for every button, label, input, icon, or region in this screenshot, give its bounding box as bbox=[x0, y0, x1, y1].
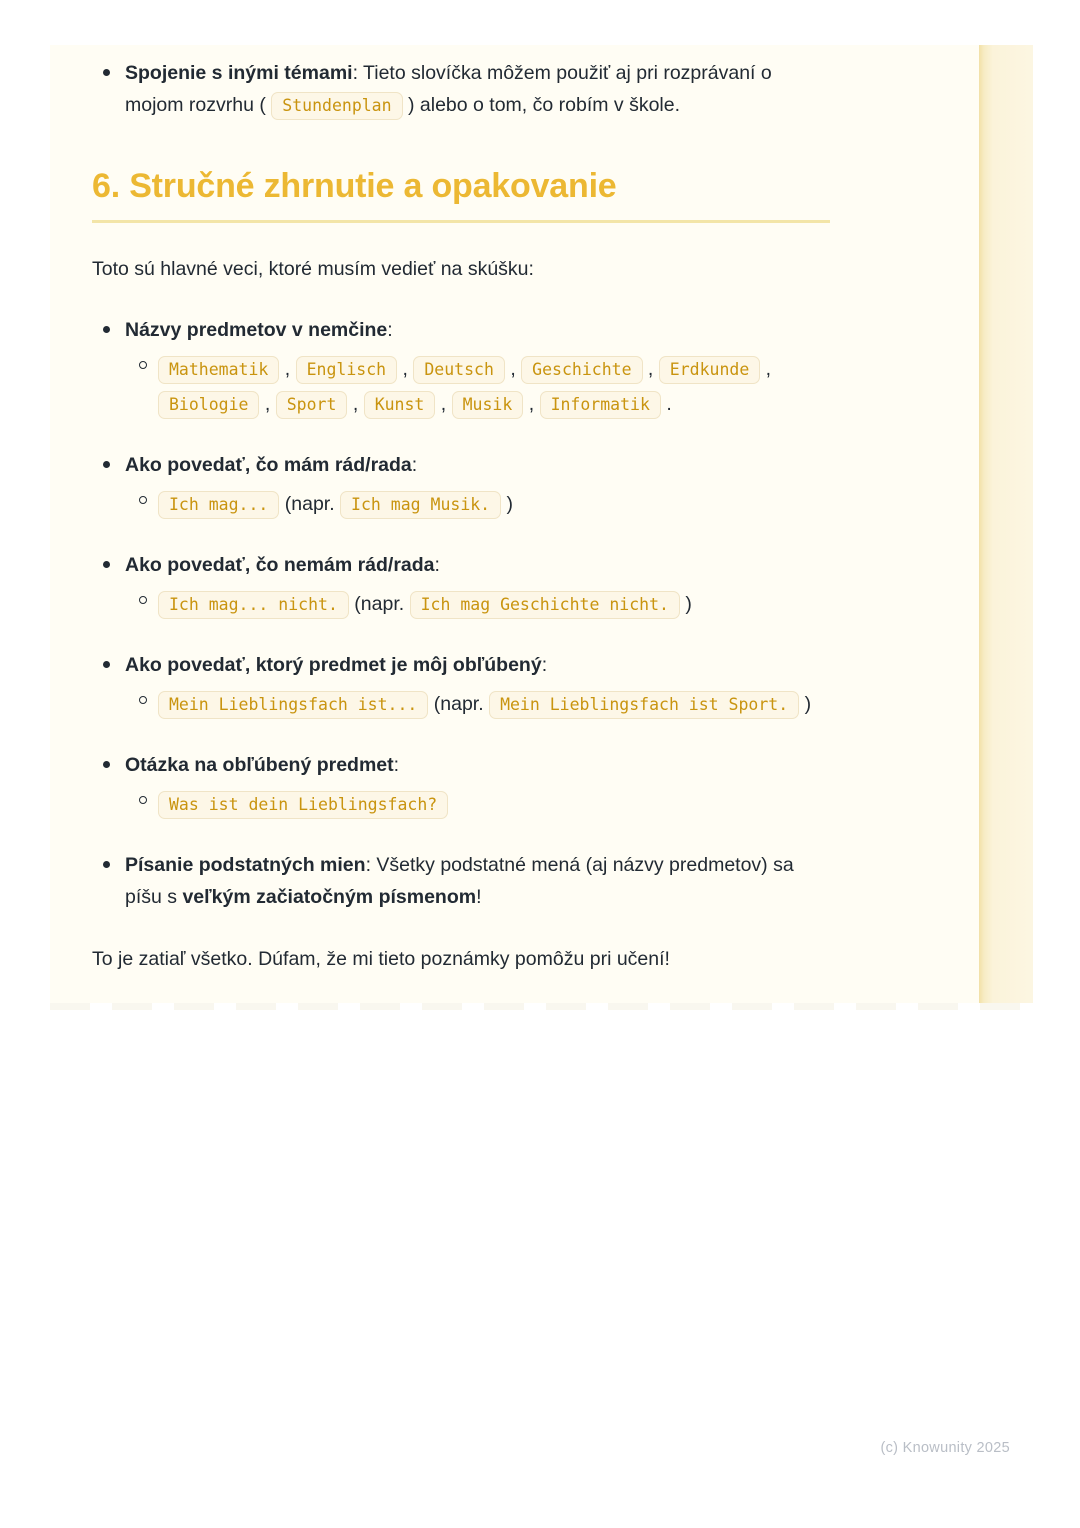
inline-code: Ich mag Musik. bbox=[340, 491, 501, 519]
bullet-marker-icon bbox=[103, 326, 110, 333]
inline-code: Deutsch bbox=[413, 356, 505, 384]
bold-text: Spojenie s inými témami bbox=[125, 62, 353, 84]
bold-text: Názvy predmetov v nemčine bbox=[125, 319, 388, 341]
bullet-text: Písanie podstatných mien: Všetky podstatné mená (aj názvy predmetov) sa píšu s veľkým začiatočným písmenom! bbox=[125, 854, 794, 908]
circle-marker-icon bbox=[139, 696, 147, 704]
sub-list bbox=[125, 352, 830, 422]
summary-list-item bbox=[92, 749, 830, 822]
circle-marker-icon bbox=[139, 596, 147, 604]
sub-bullet-text: Mein Lieblingsfach ist... (napr. Mein Lieblingsfach ist Sport. ) bbox=[158, 687, 830, 722]
circle-marker-icon bbox=[139, 496, 147, 504]
inline-code: Biologie bbox=[158, 391, 259, 419]
inline-code: Musik bbox=[452, 391, 524, 419]
section-outro-paragraph: To je zatiaľ všetko. Dúfam, že mi tieto poznámky pomôžu pri učení! bbox=[92, 948, 670, 970]
sub-list-item bbox=[158, 787, 830, 822]
sub-list-item bbox=[158, 487, 830, 522]
bullet-text: Názvy predmetov v nemčine: bbox=[125, 319, 393, 341]
intro-bullet-list bbox=[92, 57, 830, 122]
bullet-text: Ako povedať, ktorý predmet je môj obľúbený: bbox=[125, 654, 548, 676]
inline-code: Was ist dein Lieblingsfach? bbox=[158, 791, 448, 819]
sub-list bbox=[125, 687, 830, 722]
sub-list bbox=[125, 487, 830, 522]
circle-marker-icon bbox=[139, 361, 147, 369]
bold-text: Otázka na obľúbený predmet bbox=[125, 754, 394, 776]
circle-marker-icon bbox=[139, 796, 147, 804]
inline-code: Kunst bbox=[364, 391, 436, 419]
inline-code: Ich mag Geschichte nicht. bbox=[410, 591, 680, 619]
bullet-marker-icon bbox=[103, 661, 110, 668]
summary-list bbox=[92, 314, 830, 913]
card-torn-edge bbox=[50, 1003, 1033, 1010]
sub-bullet-text: Mathematik , Englisch , Deutsch , Geschichte , Erdkunde , Biologie , Sport , Kunst , Musik , Informatik . bbox=[158, 352, 830, 422]
bullet-marker-icon bbox=[103, 861, 110, 868]
decorative-right-strip bbox=[979, 45, 1033, 1003]
summary-list-item bbox=[92, 314, 830, 422]
copyright-note: (c) Knowunity 2025 bbox=[880, 1440, 1010, 1456]
bold-text: Ako povedať, čo nemám rád/rada bbox=[125, 554, 435, 576]
inline-code: Mein Lieblingsfach ist... bbox=[158, 691, 428, 719]
bullet-text: Otázka na obľúbený predmet: bbox=[125, 754, 400, 776]
bold-text: veľkým začiatočným písmenom bbox=[182, 886, 477, 908]
section-heading: 6. Stručné zhrnutie a opakovanie bbox=[92, 167, 830, 223]
inline-code: Informatik bbox=[540, 391, 661, 419]
sub-list bbox=[125, 787, 830, 822]
bold-text: Písanie podstatných mien bbox=[125, 854, 366, 876]
sub-list-item bbox=[158, 352, 830, 422]
inline-code: Mein Lieblingsfach ist Sport. bbox=[489, 691, 799, 719]
sub-list bbox=[125, 587, 830, 622]
bullet-marker-icon bbox=[103, 69, 110, 76]
inline-code: Stundenplan bbox=[271, 92, 402, 120]
bullet-text: Ako povedať, čo nemám rád/rada: bbox=[125, 554, 440, 576]
bold-text: Ako povedať, čo mám rád/rada bbox=[125, 454, 412, 476]
bold-text: Ako povedať, ktorý predmet je môj obľúbený bbox=[125, 654, 542, 676]
list-item bbox=[92, 57, 830, 122]
bullet-marker-icon bbox=[103, 461, 110, 468]
inline-code: Englisch bbox=[296, 356, 397, 384]
section-intro-paragraph: Toto sú hlavné veci, ktoré musím vedieť na skúšku: bbox=[92, 258, 534, 280]
inline-code: Sport bbox=[276, 391, 348, 419]
summary-list-item bbox=[92, 649, 830, 722]
inline-code: Geschichte bbox=[521, 356, 642, 384]
bullet-text: Ako povedať, čo mám rád/rada: bbox=[125, 454, 418, 476]
summary-list-item bbox=[92, 449, 830, 522]
inline-code: Ich mag... bbox=[158, 491, 279, 519]
summary-list-item bbox=[92, 849, 830, 913]
sub-bullet-text: Ich mag... nicht. (napr. Ich mag Geschichte nicht. ) bbox=[158, 587, 830, 622]
summary-list-item bbox=[92, 549, 830, 622]
sub-bullet-text: Ich mag... (napr. Ich mag Musik. ) bbox=[158, 487, 830, 522]
inline-code: Mathematik bbox=[158, 356, 279, 384]
notes-card bbox=[50, 45, 1033, 1003]
inline-code: Erdkunde bbox=[659, 356, 760, 384]
bullet-marker-icon bbox=[103, 561, 110, 568]
sub-bullet-text bbox=[158, 787, 830, 822]
sub-list-item bbox=[158, 587, 830, 622]
bullet-text: Spojenie s inými témami: Tieto slovíčka môžem použiť aj pri rozprávaní o mojom rozvrhu ( Stundenplan ) alebo o tom, čo robím v škole. bbox=[125, 57, 830, 122]
bullet-marker-icon bbox=[103, 761, 110, 768]
inline-code: Ich mag... nicht. bbox=[158, 591, 349, 619]
notes-content bbox=[92, 57, 830, 975]
sub-list-item bbox=[158, 687, 830, 722]
